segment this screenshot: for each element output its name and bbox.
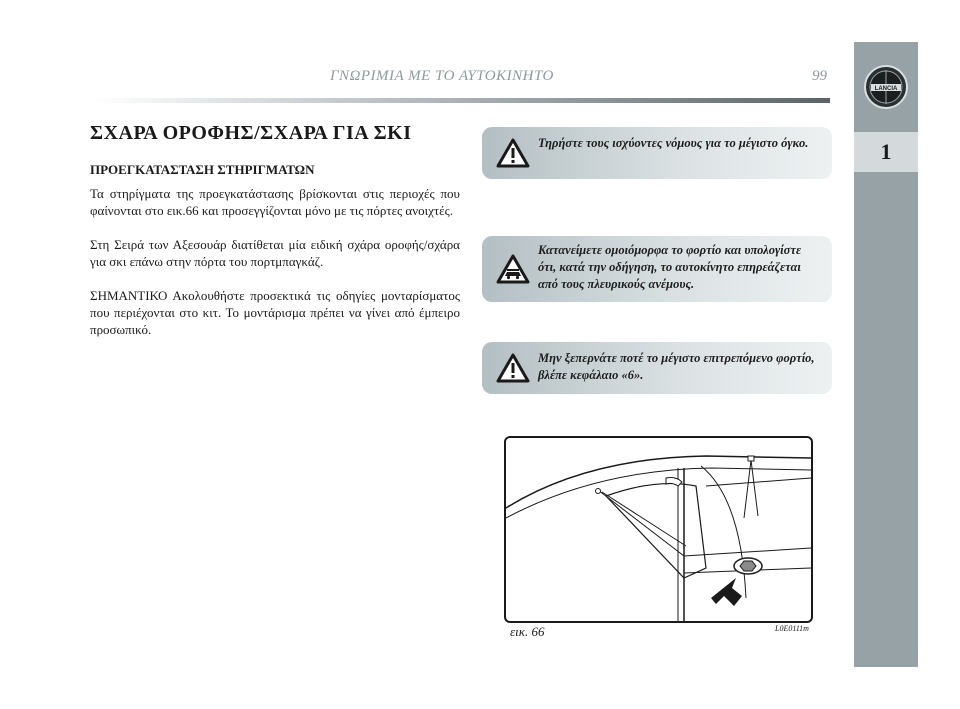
page-number: 99 <box>812 68 827 84</box>
chapter-number: 1 <box>880 139 892 164</box>
warning-box-3 <box>482 342 832 394</box>
warning-triangle-icon <box>496 138 530 168</box>
figure-caption: εικ. 66 <box>510 624 545 639</box>
running-header-title: ΓΝΩΡΙΜΙΑ ΜΕ ΤΟ ΑΥΤΟΚΙΝΗΤΟ <box>330 68 554 84</box>
paragraph-2: Στη Σειρά των Αξεσουάρ διατίθεται μία ειδική σχάρα οροφής/σχάρα για σκι επάνω στην πόρτα του πορτμπαγκάζ. <box>90 237 460 269</box>
warning-box-1 <box>482 127 832 179</box>
paragraph-1: Τα στηρίγματα της προεγκατάστασης βρίσκονται στις περιοχές που φαίνονται στο εικ.66 και προσεγγίζονται μόνο με τις πόρτες ανοιχτές. <box>90 186 460 218</box>
lancia-logo <box>854 42 918 132</box>
warning-text-2: Κατανείμετε ομοιόμορφα το φορτίο και υπολογίστε ότι, κατά την οδήγηση, το αυτοκίνητο επηρεάζεται από τους πλευρικούς ανέμους. <box>538 243 802 291</box>
logo-text: LANCIA <box>874 86 898 92</box>
figure-66-illustration <box>504 436 813 623</box>
roof-rack-mount-illustration <box>506 438 811 621</box>
section-subtitle: ΠΡΟΕΓΚΑΤΑΣΤΑΣΗ ΣΤΗΡΙΓΜΑΤΩΝ <box>90 162 315 177</box>
figure-code: L0E0111m <box>775 624 809 633</box>
warning-text-3: Μην ξεπερνάτε ποτέ το μέγιστο επιτρεπόμενο φορτίο, βλέπε κεφάλαιο «6». <box>538 351 815 382</box>
warning-triangle-icon <box>496 353 530 383</box>
warning-text-1: Τηρήστε τους ισχύοντες νόμους για το μέγιστο όγκο. <box>538 136 809 150</box>
header-rule <box>95 98 830 103</box>
section-title: ΣΧΑΡΑ ΟΡΟΦΗΣ/ΣΧΑΡΑ ΓΙΑ ΣΚΙ <box>90 122 412 144</box>
warning-car-triangle-icon <box>496 254 530 284</box>
chapter-tab[interactable] <box>854 132 918 172</box>
warning-box-2 <box>482 236 832 302</box>
paragraph-3: ΣΗΜΑΝΤΙΚΟ Ακολουθήστε προσεκτικά τις οδηγίες μονταρίσματος που περιέχονται στο κιτ. Το μοντάρισμα πρέπει να γίνει από έμπειρο προσωπικό. <box>90 288 460 337</box>
lancia-logo-icon <box>863 64 909 110</box>
